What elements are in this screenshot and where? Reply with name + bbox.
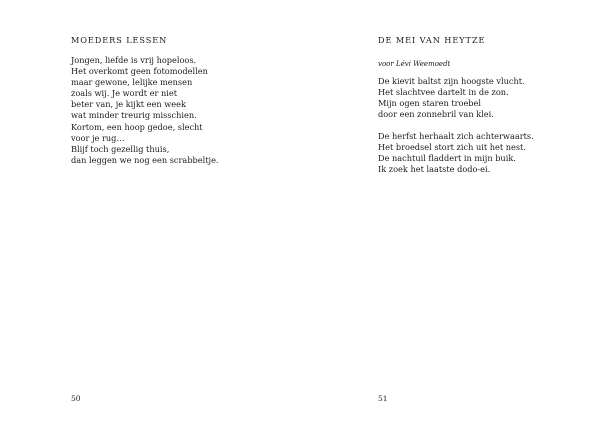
poem-line: De kievit baltst zijn hoogste vlucht.: [378, 76, 525, 86]
poem-line: door een zonnebril van klei.: [378, 109, 494, 120]
poem-title: MOEDERS LESSEN: [71, 35, 168, 45]
poem-line: Jongen, liefde is vrij hopeloos.: [71, 55, 197, 65]
stanza: [378, 76, 525, 120]
stanza: [71, 55, 219, 166]
poem-line: beter van, je kijkt een week: [71, 99, 186, 110]
poem-line: Het slachtvee dartelt in de zon.: [378, 87, 509, 98]
poem-line: Kortom, een hoop gedoe, slecht: [71, 121, 203, 132]
page-number: 51: [378, 394, 388, 403]
poem-line: Ik zoek het laatste dodo-ei.: [378, 164, 491, 175]
poem-line: Mijn ogen staren troebel: [378, 98, 481, 109]
poem-line: voor je rug…: [71, 132, 125, 143]
poem-line: zoals wij. Je wordt er niet: [71, 88, 178, 99]
poem-line: maar gewone, lelijke mensen: [71, 77, 193, 88]
poem-line: De nachtuil fladdert in mijn buik.: [378, 153, 516, 164]
poem-line: Het overkomt geen fotomodellen: [71, 66, 208, 77]
poem-line: Blijf toch gezellig thuis,: [71, 143, 170, 154]
poem-title: DE MEI VAN HEYTZE: [378, 35, 486, 45]
stanza: [378, 131, 534, 175]
poem-line: Het broedsel stort zich uit het nest.: [378, 142, 526, 153]
page-number: 50: [71, 394, 81, 403]
dedication: voor Lévi Weemoedt: [378, 60, 451, 68]
poem-line: wat minder treurig misschien.: [71, 110, 197, 121]
right-page: [300, 0, 600, 432]
poem-line: De herfst herhaalt zich achterwaarts.: [378, 131, 534, 141]
poem-line: dan leggen we nog een scrabbeltje.: [71, 154, 219, 165]
